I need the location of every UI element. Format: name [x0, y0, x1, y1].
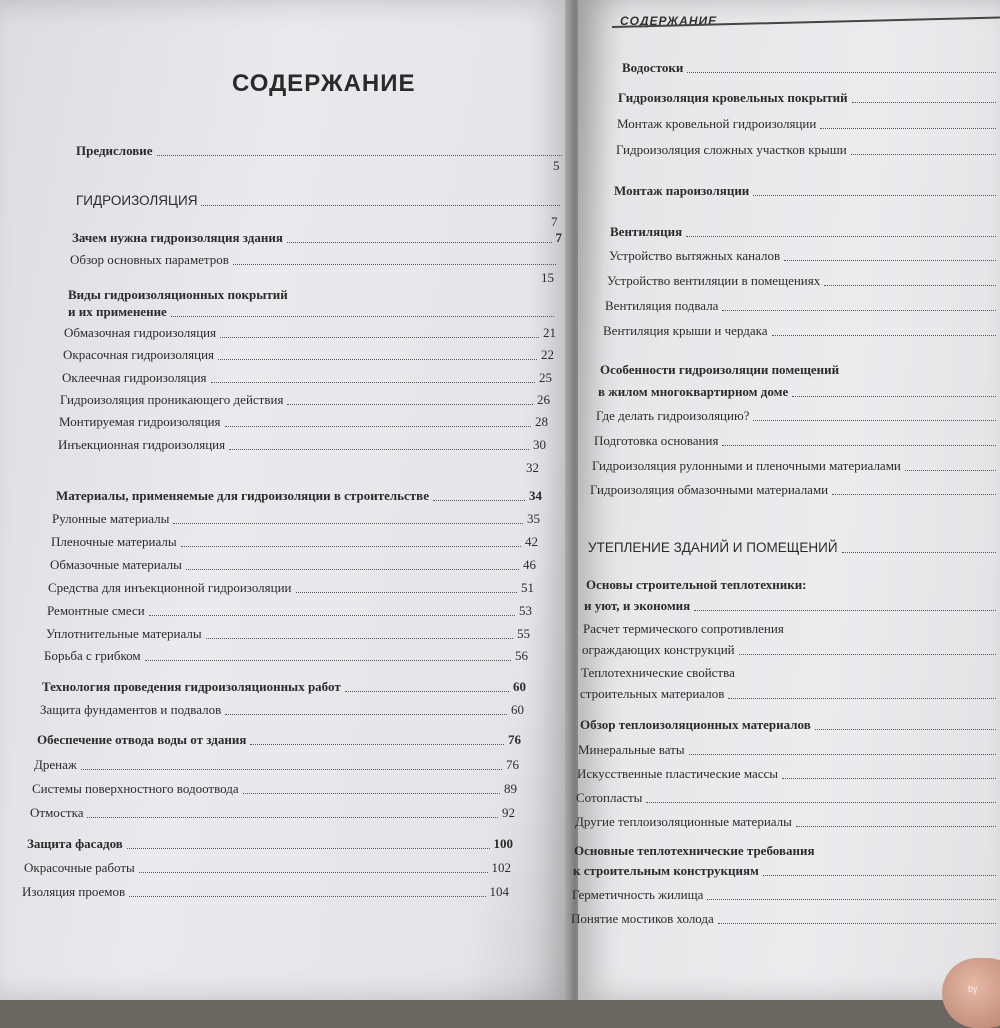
toc-entry: Оклеечная гидроизоляция 25	[62, 370, 552, 385]
toc-entry: Системы поверхностного водоотвода 89	[32, 781, 517, 796]
toc-entry: Обзор теплоизоляционных материалов	[580, 717, 1000, 733]
toc-entry: Где делать гидроизоляцию?	[596, 408, 1000, 424]
toc-entry: Основы строительной теплотехники:	[586, 577, 807, 592]
toc-entry: Понятие мостиков холода	[571, 911, 1000, 927]
toc-entry: Гидроизоляция обмазочными материалами	[590, 482, 1000, 498]
toc-entry: Вентиляция подвала	[605, 298, 1000, 314]
toc-entry: Водостоки	[622, 60, 1000, 76]
toc-page-number: 15	[541, 270, 554, 285]
toc-entry: Защита фасадов 100	[27, 836, 513, 851]
toc-entry: Материалы, применяемые для гидроизоляции в строительстве 34	[56, 488, 542, 503]
toc-entry: и их применение	[68, 304, 558, 320]
toc-entry: Окрасочная гидроизоляция 22	[63, 347, 554, 362]
toc-entry: Инъекционная гидроизоляция 30	[58, 437, 546, 452]
toc-entry: Минеральные ваты	[578, 742, 1000, 758]
toc-entry: Устройство вытяжных каналов	[609, 248, 1000, 264]
toc-entry: Вентиляция крыши и чердака	[603, 323, 1000, 339]
toc-entry: Основные теплотехнические требования	[574, 843, 815, 858]
toc-entry: Вентиляция	[610, 224, 1000, 240]
toc-entry: Другие теплоизоляционные материалы	[575, 814, 1000, 830]
toc-page-number: 7	[551, 214, 558, 229]
toc-entry: Изоляция проемов 104	[22, 884, 509, 899]
toc-entry: Монтаж пароизоляции	[614, 183, 1000, 199]
toc-entry: Зачем нужна гидроизоляция здания 7	[72, 230, 562, 245]
toc-entry: Расчет термического сопротивления	[583, 621, 784, 636]
toc-page-number: 32	[526, 460, 539, 475]
toc-entry: Рулонные материалы 35	[52, 511, 540, 526]
toc-entry: Монтируемая гидроизоляция 28	[59, 414, 548, 429]
toc-entry: Защита фундаментов и подвалов 60	[40, 702, 524, 717]
page-title: СОДЕРЖАНИЕ	[232, 70, 416, 97]
toc-entry: ограждающих конструкций	[582, 642, 1000, 658]
toc-entry: Обмазочная гидроизоляция 21	[64, 325, 556, 340]
toc-entry: Уплотнительные материалы 55	[46, 626, 530, 641]
toc-entry: Пленочные материалы 42	[51, 534, 538, 549]
toc-entry: Виды гидроизоляционных покрытий	[68, 287, 288, 302]
toc-section: УТЕПЛЕНИЕ ЗДАНИЙ И ПОМЕЩЕНИЙ	[588, 540, 1000, 556]
toc-section: ГИДРОИЗОЛЯЦИЯ	[76, 193, 564, 209]
toc-entry: и уют, и экономия	[584, 598, 1000, 614]
toc-entry: Сотопласты	[576, 790, 1000, 806]
toc-entry: Технология проведения гидроизоляционных работ 60	[42, 679, 526, 694]
toc-entry: Герметичность жилища	[572, 887, 1000, 903]
toc-entry: Обеспечение отвода воды от здания 76	[37, 732, 521, 747]
toc-entry: Устройство вентиляции в помещениях	[607, 273, 1000, 289]
toc-page-number: 5	[553, 158, 560, 173]
toc-entry: Отмостка 92	[30, 805, 515, 820]
toc-entry: Предисловие	[76, 143, 566, 159]
running-head: СОДЕРЖАНИЕ	[620, 14, 718, 28]
toc-entry: в жилом многоквартирном доме	[598, 384, 1000, 400]
toc-entry: Дренаж 76	[34, 757, 519, 772]
toc-entry: Монтаж кровельной гидроизоляции	[617, 116, 1000, 132]
toc-entry: Гидроизоляция проникающего действия 26	[60, 392, 550, 407]
toc-entry: Особенности гидроизоляции помещений	[600, 362, 840, 377]
toc-entry: строительных материалов	[580, 686, 1000, 702]
watermark: by	[968, 984, 978, 994]
toc-entry: Теплотехнические свойства	[581, 665, 735, 680]
toc-entry: Окрасочные работы 102	[24, 860, 511, 875]
toc-entry: к строительным конструкциям	[573, 863, 1000, 879]
toc-entry: Искусственные пластические массы	[577, 766, 1000, 782]
toc-entry: Обзор основных параметров	[70, 252, 560, 268]
toc-entry: Борьба с грибком 56	[44, 648, 528, 663]
toc-entry: Средства для инъекционной гидроизоляции 51	[48, 580, 534, 595]
toc-entry: Обмазочные материалы 46	[50, 557, 536, 572]
toc-entry: Гидроизоляция рулонными и пленочными материалами	[592, 458, 1000, 474]
toc-entry: Подготовка основания	[594, 433, 1000, 449]
toc-entry: Ремонтные смеси 53	[47, 603, 532, 618]
toc-entry: Гидроизоляция сложных участков крыши	[616, 142, 1000, 158]
toc-entry: Гидроизоляция кровельных покрытий	[618, 90, 1000, 106]
